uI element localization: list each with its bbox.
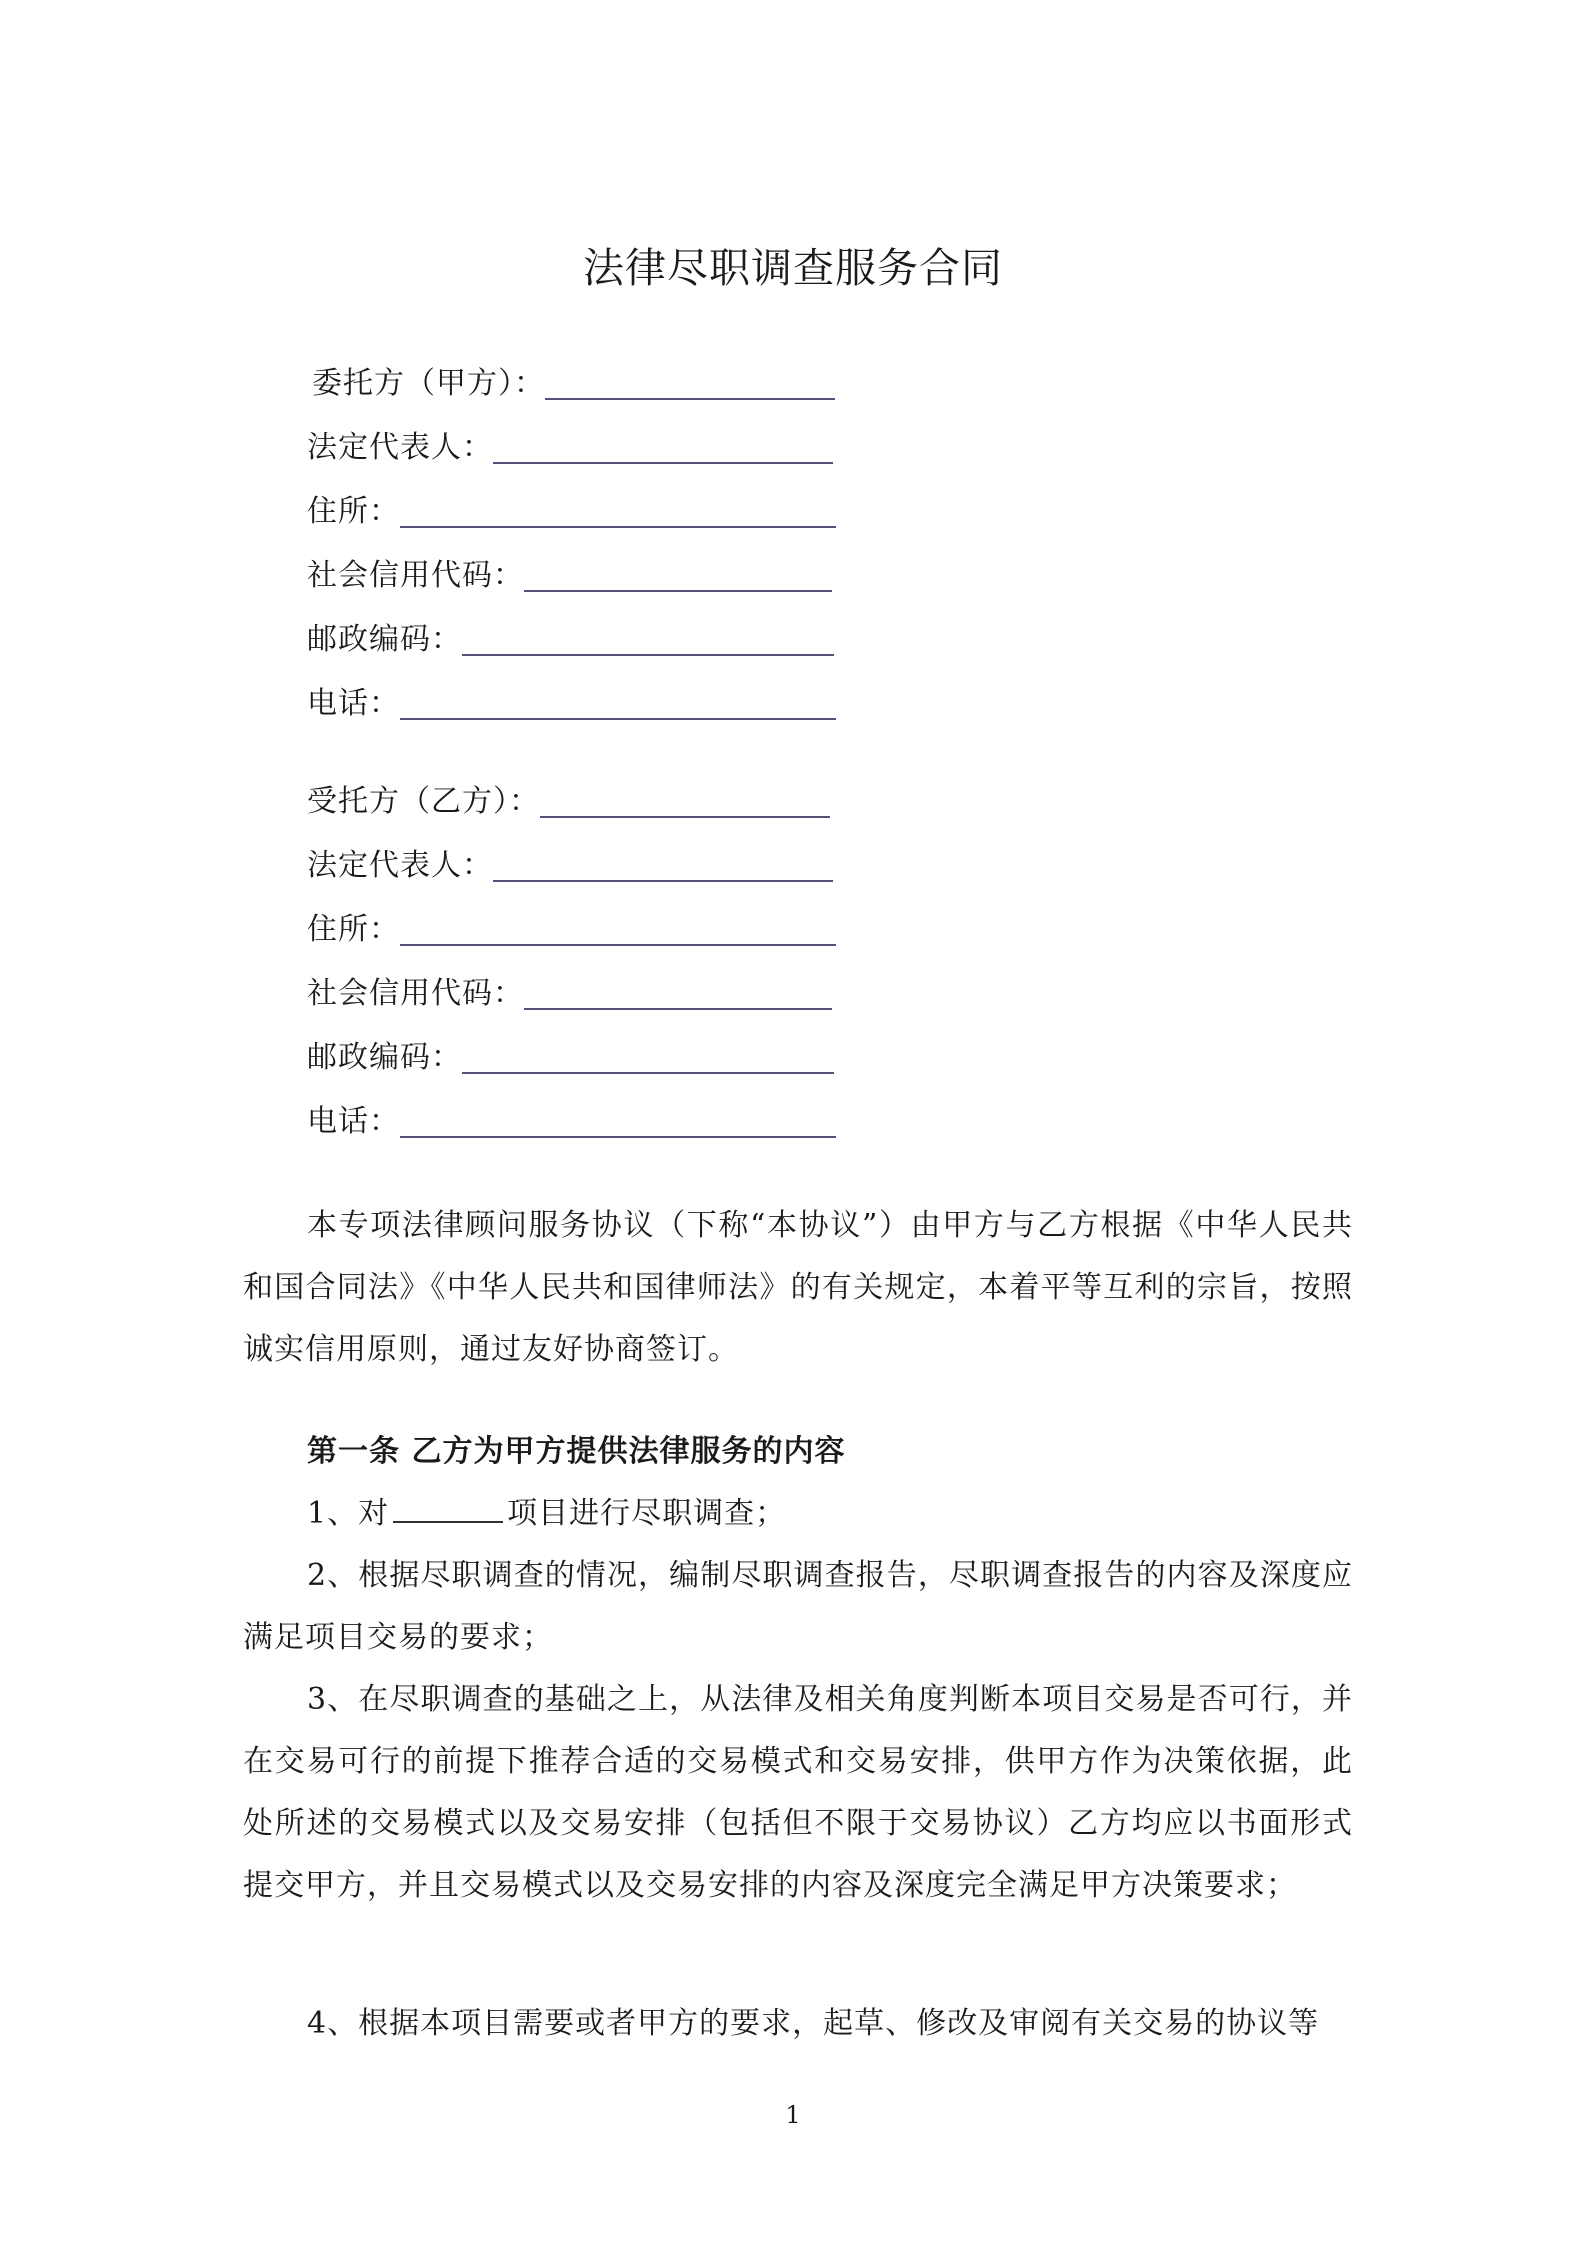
- article-1-item-2: 2、根据尽职调查的情况，编制尽职调查报告，尽职调查报告的内容及深度应满足项目交易的要求；: [243, 1558, 1353, 1655]
- party-b-name-field: [307, 778, 830, 822]
- field-label: 法定代表人：: [307, 848, 493, 883]
- article-1-item-4: 4、根据本项目需要或者甲方的要求，起草、修改及审阅有关交易的协议等: [307, 2006, 1320, 2041]
- field-label: 社会信用代码：: [307, 976, 524, 1011]
- party-a-postcode-field: [307, 616, 834, 660]
- fill-in-line[interactable]: [462, 624, 834, 656]
- field-label: 住所：: [307, 494, 400, 529]
- fill-in-line[interactable]: [540, 786, 830, 818]
- fill-in-line[interactable]: [524, 560, 832, 592]
- fill-in-line[interactable]: [400, 914, 836, 946]
- field-label: 邮政编码：: [307, 622, 462, 657]
- party-a-phone-field: [307, 680, 836, 724]
- fill-in-line[interactable]: [462, 1042, 834, 1074]
- fill-in-line[interactable]: [493, 850, 833, 882]
- fill-in-line[interactable]: [493, 432, 833, 464]
- fill-in-line[interactable]: [524, 978, 832, 1010]
- party-a-name-field: [312, 360, 835, 404]
- fill-in-line[interactable]: [400, 688, 836, 720]
- item-1-prefix: 1、对: [307, 1496, 390, 1531]
- page-number: 1: [785, 2101, 801, 2129]
- field-label: 电话：: [307, 686, 400, 721]
- field-label: 受托方（乙方）：: [307, 784, 540, 819]
- field-label: 邮政编码：: [307, 1040, 462, 1075]
- fill-in-line[interactable]: [545, 368, 835, 400]
- field-label: 电话：: [307, 1104, 400, 1139]
- item-1-suffix: 项目进行尽职调查；: [507, 1496, 787, 1531]
- article-1-item-3: 3、在尽职调查的基础之上，从法律及相关角度判断本项目交易是否可行，并在交易可行的前提下推荐合适的交易模式和交易安排，供甲方作为决策依据，此处所述的交易模式以及交易安排（包括但不限于交易协议）乙方均应以书面形式提交甲方，并且交易模式以及交易安排的内容及深度完全满足甲方决策要求；: [243, 1682, 1353, 1903]
- document-title: 法律尽职调查服务合同: [583, 244, 1003, 292]
- party-b-legal-rep-field: [307, 842, 833, 886]
- party-b-credit-code-field: [307, 970, 832, 1014]
- project-name-blank[interactable]: [393, 1495, 503, 1523]
- party-b-postcode-field: [307, 1034, 834, 1078]
- party-b-phone-field: [307, 1098, 836, 1142]
- party-a-address-field: [307, 488, 836, 532]
- article-1-item-1: [307, 1494, 786, 1534]
- article-1-heading: 第一条 乙方为甲方提供法律服务的内容: [307, 1434, 846, 1469]
- fill-in-line[interactable]: [400, 1106, 836, 1138]
- party-a-legal-rep-field: [307, 424, 833, 468]
- party-b-address-field: [307, 906, 836, 950]
- preamble-paragraph: 本专项法律顾问服务协议（下称“本协议”）由甲方与乙方根据《中华人民共和国合同法》《中华人民共和国律师法》的有关规定，本着平等互利的宗旨，按照诚实信用原则，通过友好协商签订。: [243, 1208, 1353, 1367]
- field-label: 委托方（甲方）：: [312, 366, 545, 401]
- party-a-credit-code-field: [307, 552, 832, 596]
- field-label: 住所：: [307, 912, 400, 947]
- fill-in-line[interactable]: [400, 496, 836, 528]
- field-label: 社会信用代码：: [307, 558, 524, 593]
- field-label: 法定代表人：: [307, 430, 493, 465]
